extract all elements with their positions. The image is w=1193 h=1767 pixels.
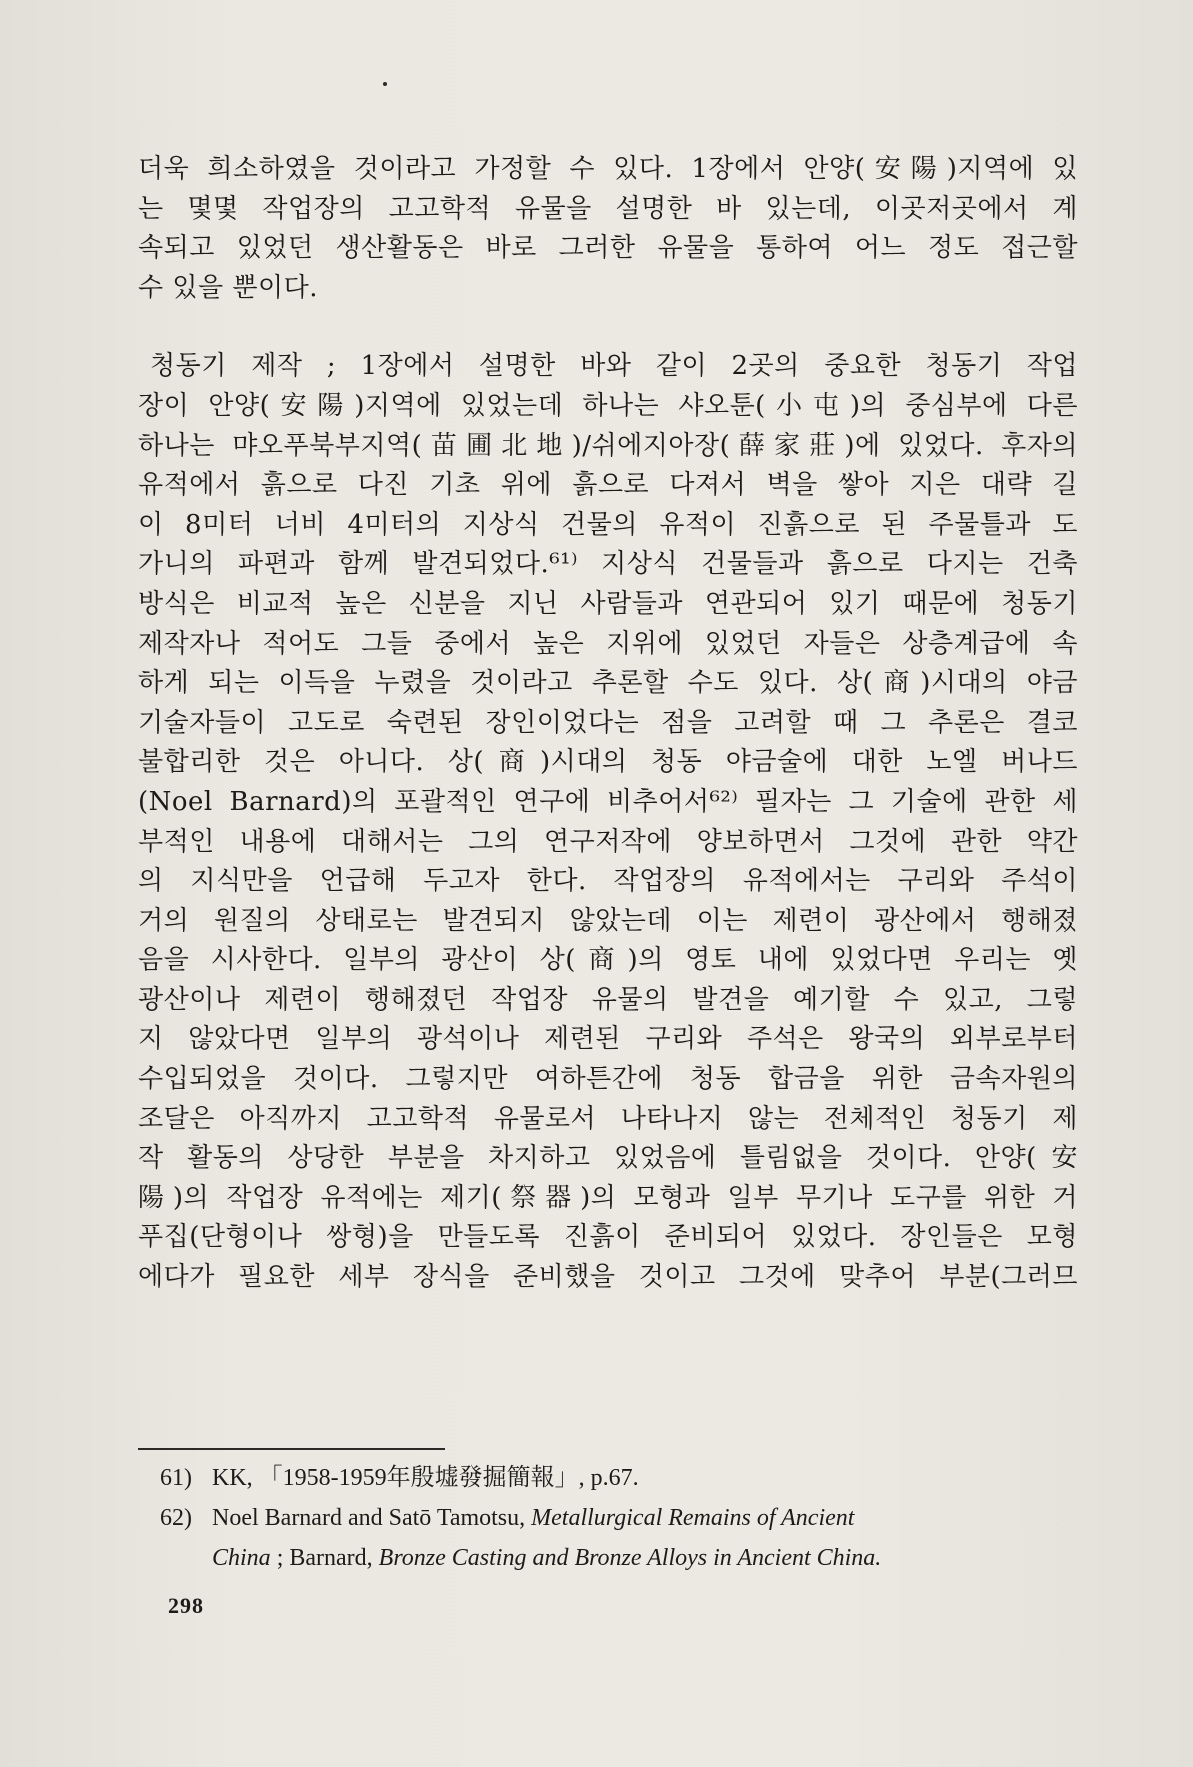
text-line: 음을 시사한다. 일부의 광산이 상(商)의 영토 내에 있었다면 우리는 옛 <box>138 945 1078 976</box>
footnote-62-continued <box>160 1538 1080 1578</box>
text-line: 수입되었을 것이다. 그렇지만 여하튼간에 청동 합금을 위한 금속자원의 <box>138 1064 1078 1095</box>
text-line: 장이 안양(安陽)지역에 있었는데 하나는 샤오툰(小屯)의 중심부에 다른 <box>138 390 1078 421</box>
text-line: 에다가 필요한 세부 장식을 준비했을 것이고 그것에 맞추어 부분(그러므 <box>138 1262 1078 1293</box>
footnote-text <box>212 1498 1080 1538</box>
text-line: 의 지식만을 언급해 두고자 한다. 작업장의 유적에서는 구리와 주석이 <box>138 866 1078 897</box>
text-line: 부적인 내용에 대해서는 그의 연구저작에 양보하면서 그것에 관한 약간 <box>138 826 1078 857</box>
text-line: 지 않았다면 일부의 광석이나 제련된 구리와 주석은 왕국의 외부로부터 <box>138 1024 1078 1055</box>
text-line: 조달은 아직까지 고고학적 유물로서 나타나지 않는 전체적인 청동기 제 <box>138 1103 1078 1134</box>
paragraph-gap <box>138 308 1078 347</box>
footnote-authors: Noel Barnard and Satō Tamotsu, <box>212 1505 532 1531</box>
text-line: (Noel Barnard)의 포괄적인 연구에 비추어서⁶²⁾ 필자는 그 기술에 관한 세 <box>138 786 1078 817</box>
text-line: 수 있을 뿐이다. <box>138 272 318 303</box>
text-line: 광산이나 제련이 행해졌던 작업장 유물의 발견을 예기할 수 있고, 그렇 <box>138 984 1078 1015</box>
book-title-continued: China <box>212 1545 271 1571</box>
footnote-separator: ; Barnard, <box>270 1545 379 1571</box>
text-line: 불합리한 것은 아니다. 상(商)시대의 청동 야금술에 대한 노엘 버나드 <box>138 747 1078 778</box>
footnotes <box>160 1458 1080 1578</box>
text-line: 유적에서 흙으로 다진 기초 위에 흙으로 다져서 벽을 쌓아 지은 대략 길 <box>138 470 1078 501</box>
text-line: 하게 되는 이득을 누렸을 것이라고 추론할 수도 있다. 상(商)시대의 야금 <box>138 668 1078 699</box>
footnote-61 <box>160 1458 1080 1498</box>
book-title: Bronze Casting and Bronze Alloys in Ancient China. <box>378 1545 882 1571</box>
footnote-text: KK, 「1958-1959年殷墟發掘簡報」, p.67. <box>212 1465 639 1491</box>
footnote-number: 62) <box>160 1505 192 1531</box>
text-line: 작 활동의 상당한 부분을 차지하고 있었음에 틀림없을 것이다. 안양(安 <box>138 1143 1078 1174</box>
text-line: 더욱 희소하였을 것이라고 가정할 수 있다. 1장에서 안양(安陽)지역에 있 <box>138 154 1078 184</box>
print-speck <box>383 82 387 86</box>
text-line: 이 8미터 너비 4미터의 지상식 건물의 유적이 진흙으로 된 주물틀과 도 <box>138 509 1078 540</box>
text-line: 가니의 파편과 함께 발견되었다.⁶¹⁾ 지상식 건물들과 흙으로 다지는 건축 <box>138 549 1078 580</box>
main-text <box>138 150 1078 1298</box>
text-line: 陽)의 작업장 유적에는 제기(祭器)의 모형과 일부 무기나 도구를 위한 거 <box>138 1182 1078 1213</box>
text-line: 거의 원질의 상태로는 발견되지 않았는데 이는 제련이 광산에서 행해졌 <box>138 905 1078 936</box>
footnote-62 <box>160 1498 1080 1538</box>
text-line: 제작자나 적어도 그들 중에서 높은 지위에 있었던 자들은 상층계급에 속 <box>138 628 1078 659</box>
footnote-number: 61) <box>160 1465 192 1491</box>
text-line: 기술자들이 고도로 숙련된 장인이었다는 점을 고려할 때 그 추론은 결코 <box>138 707 1078 738</box>
text-line: 푸집(단형이나 쌍형)을 만들도록 진흙이 준비되어 있었다. 장인들은 모형 <box>138 1222 1078 1253</box>
text-line: 속되고 있었던 생산활동은 바로 그러한 유물을 통하여 어느 정도 접근할 <box>138 233 1078 264</box>
book-title: Metallurgical Remains of Ancient <box>531 1505 855 1531</box>
paragraph-2 <box>138 347 1078 1297</box>
text-line: 청동기 제작 ; 1장에서 설명한 바와 같이 2곳의 중요한 청동기 작업 <box>150 351 1078 382</box>
text-line: 는 몇몇 작업장의 고고학적 유물을 설명한 바 있는데, 이곳저곳에서 계 <box>138 193 1078 224</box>
text-line: 하나는 먀오푸북부지역(苗圃北地)/쉬에지아장(薛家莊)에 있었다. 후자의 <box>138 430 1078 461</box>
footnote-divider <box>138 1448 445 1450</box>
page-number: 298 <box>168 1593 204 1618</box>
paragraph-1 <box>138 150 1078 308</box>
text-line: 방식은 비교적 높은 신분을 지닌 사람들과 연관되어 있기 때문에 청동기 <box>138 588 1078 619</box>
